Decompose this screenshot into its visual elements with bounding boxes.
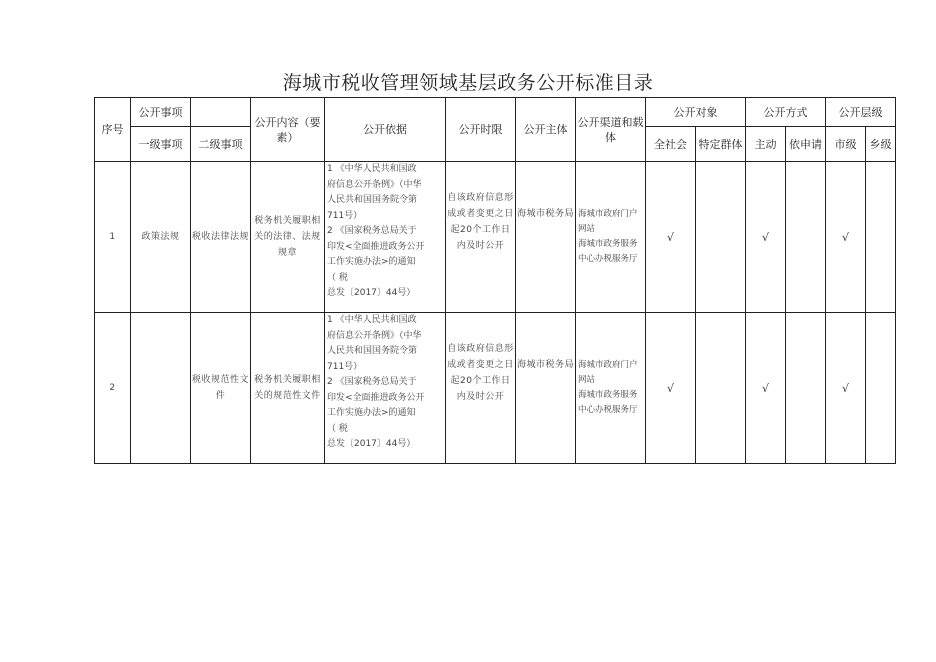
channel-line: 网站	[578, 375, 596, 385]
channel-line: 海城市政府门户	[578, 360, 638, 370]
check-mode-active: √	[746, 313, 786, 464]
basis-line: 1 《中华人民共和国政	[327, 164, 417, 174]
basis-line: （ 税	[327, 423, 348, 434]
row-time-limit: 自该政府信息形成或者变更之日起20个工作日内及时公开	[446, 162, 516, 313]
basis-line: 人民共和国国务院令第	[327, 346, 418, 356]
basis-line: 府信息公开条例》（中华	[327, 179, 422, 190]
check-target-specific	[696, 313, 746, 464]
header-mode-request: 依申请	[786, 127, 826, 162]
row-content: 税务机关履职相关的法律、法规规章	[251, 162, 325, 313]
row-time-limit: 自该政府信息形成或者变更之日起20个工作日内及时公开	[446, 313, 516, 464]
header-item-level1: 一级事项	[131, 127, 191, 162]
basis-line: 印发<全面推进政务公开	[327, 392, 425, 403]
check-mode-active: √	[746, 162, 786, 313]
basis-line: 1 《中华人民共和国政	[327, 315, 417, 325]
channel-line: 中心办税服务厅	[578, 254, 638, 264]
basis-line: 府信息公开条例》（中华	[327, 330, 422, 341]
check-level-town	[866, 162, 896, 313]
row-content: 税务机关履职相关的规范性文件	[251, 313, 325, 464]
channel-line: 中心办税服务厅	[578, 405, 638, 415]
row-subject: 海城市税务局	[516, 313, 576, 464]
header-item: 公开事项	[131, 98, 191, 127]
basis-line: 2 《国家税务总局关于	[327, 377, 417, 387]
basis-line: 2 《国家税务总局关于	[327, 226, 417, 236]
channel-line: 海城市政务服务	[578, 239, 638, 249]
basis-line: 总发〔2017〕44号）	[327, 288, 416, 298]
row-basis	[325, 313, 446, 464]
catalog-table	[94, 97, 896, 464]
check-level-town	[866, 313, 896, 464]
channel-line: 海城市政府门户	[578, 209, 638, 219]
header-channel: 公开渠道和载体	[576, 98, 646, 162]
basis-line: 印发<全面推进政务公开	[327, 241, 425, 252]
check-mode-request	[786, 162, 826, 313]
row-level1	[131, 313, 191, 464]
check-level-city: √	[826, 162, 866, 313]
basis-line: （ 税	[327, 272, 348, 283]
row-channel	[576, 162, 646, 313]
header-subject: 公开主体	[516, 98, 576, 162]
header-mode: 公开方式	[746, 98, 826, 127]
table-row	[95, 313, 896, 464]
check-target-all: √	[646, 313, 696, 464]
header-content: 公开内容（要素）	[251, 98, 325, 162]
basis-line: 人民共和国国务院令第	[327, 195, 418, 205]
basis-line: 工作实施办法>的通知	[327, 257, 416, 267]
row-seq: 1	[95, 162, 131, 313]
row-level2: 税收规范性文件	[191, 313, 251, 464]
check-target-all: √	[646, 162, 696, 313]
header-item-blank	[191, 98, 251, 127]
table-row	[95, 162, 896, 313]
header-time-limit: 公开时限	[446, 98, 516, 162]
header-target-all: 全社会	[646, 127, 696, 162]
channel-line: 网站	[578, 224, 596, 234]
header-mode-active: 主动	[746, 127, 786, 162]
header-level-city: 市级	[826, 127, 866, 162]
check-mode-request	[786, 313, 826, 464]
channel-line: 海城市政务服务	[578, 390, 638, 400]
header-seq: 序号	[95, 98, 131, 162]
header-level: 公开层级	[826, 98, 896, 127]
header-basis: 公开依据	[325, 98, 446, 162]
check-level-city: √	[826, 313, 866, 464]
header-item-level2: 二级事项	[191, 127, 251, 162]
header-target-specific: 特定群体	[696, 127, 746, 162]
row-subject: 海城市税务局	[516, 162, 576, 313]
basis-line: 711号）	[327, 361, 363, 372]
row-seq: 2	[95, 313, 131, 464]
row-level1: 政策法规	[131, 162, 191, 313]
check-target-specific	[696, 162, 746, 313]
basis-line: 711号）	[327, 210, 363, 221]
row-basis	[325, 162, 446, 313]
row-channel	[576, 313, 646, 464]
basis-line: 工作实施办法>的通知	[327, 408, 416, 418]
page-title: 海城市税收管理领域基层政务公开标准目录	[282, 72, 654, 94]
row-level2: 税收法律法规	[191, 162, 251, 313]
header-level-town: 乡级	[866, 127, 896, 162]
header-target: 公开对象	[646, 98, 746, 127]
basis-line: 总发〔2017〕44号）	[327, 439, 416, 449]
